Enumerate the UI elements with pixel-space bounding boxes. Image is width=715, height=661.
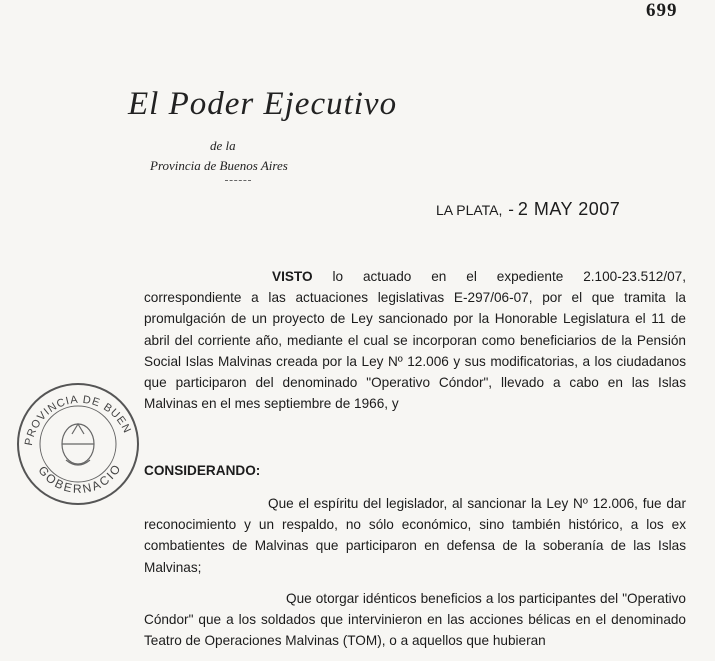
official-seal [14,378,142,508]
seal-bottom-text: GOBERNACIO [35,460,125,496]
date-stamp: 2 MAY 2007 [517,199,621,219]
visto-keyword: VISTO [272,269,313,284]
considerando-heading: CONSIDERANDO: [144,463,261,478]
visto-paragraph [144,266,686,414]
letterhead-province: Provincia de Buenos Aires [150,158,288,173]
paragraph-1-text: Que el espíritu del legislador, al sancionar la Ley Nº 12.006, fue dar reconocimiento y un respaldo, no sólo económico, sino también histórico, a los ex combatientes de Malvinas que participaron en defensa de la soberanía de las Islas Malvinas; [144,496,686,575]
considerando-paragraph-2 [144,588,686,652]
letterhead-subtitle: de la [210,138,236,153]
page-number: 699 [646,0,678,21]
date-dash: - [508,200,514,219]
considerando-paragraph-1 [144,493,686,578]
paragraph-2-text: Que otorgar idénticos beneficios a los participantes del "Operativo Cóndor" que a los soldados que intervinieron en las acciones bélicas en el denominado Teatro de Operaciones Malvinas (TOM), o a aquellos que hubieran [144,591,686,649]
coat-of-arms-icon [62,424,94,465]
letterhead-divider [225,180,251,181]
visto-text: lo actuado en el expediente 2.100-23.512/07, correspondiente a las actuaciones legislativas E-297/06-07, por el que tramita la promulgación de un proyecto de Ley sancionado por la Honorable Legislatura el 11 de abril del corriente año, mediante el cual se incorporan como beneficiarios de la Pensión Social Islas Malvinas creada por la Ley Nº 12.006 y sus modificatorias, a los ciudadanos que participaron del denominado "Operativo Cóndor", llevado a cabo en las Islas Malvinas en el mes septiembre de 1966, y [144,269,686,412]
place-date [436,199,620,220]
seal-top-text: PROVINCIA DE BUEN [22,393,134,447]
letterhead-title: El Poder Ejecutivo [128,86,398,122]
place: LA PLATA, [436,202,503,218]
svg-text:GOBERNACION [14,378,124,496]
